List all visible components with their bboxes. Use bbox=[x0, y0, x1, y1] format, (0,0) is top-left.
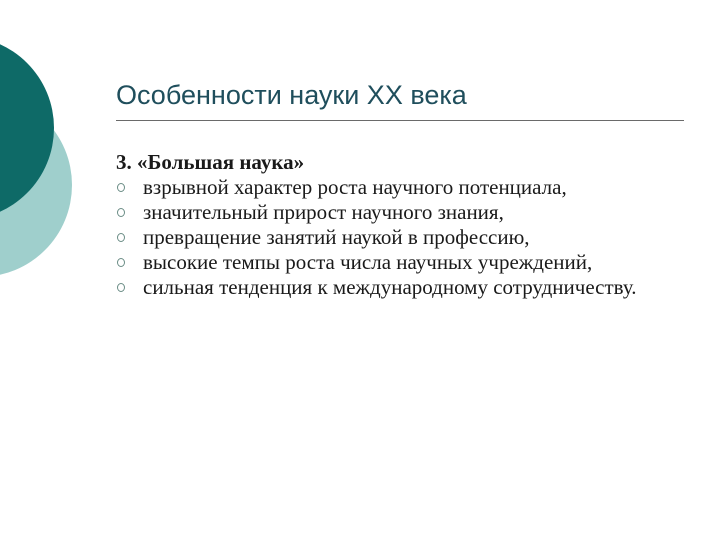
list-item bbox=[116, 275, 696, 300]
slide-content bbox=[116, 150, 696, 300]
list-item bbox=[116, 250, 696, 275]
list-item-text: значительный прирост научного знания, bbox=[143, 200, 504, 224]
list-item-text: высокие темпы роста числа научных учреждений, bbox=[143, 250, 593, 274]
title-divider bbox=[116, 120, 684, 121]
bullet-circle-icon bbox=[117, 208, 125, 217]
bullet-circle-icon bbox=[117, 283, 125, 292]
list-item-text: сильная тенденция к международному сотрудничеству. bbox=[143, 275, 637, 299]
bullet-circle-icon bbox=[117, 233, 125, 242]
bullet-circle-icon bbox=[117, 183, 125, 192]
list-item-text: взрывной характер роста научного потенциала, bbox=[143, 175, 567, 199]
bullet-list bbox=[116, 175, 696, 300]
list-item bbox=[116, 225, 696, 250]
bullet-circle-icon bbox=[117, 258, 125, 267]
list-item-text: превращение занятий наукой в профессию, bbox=[143, 225, 530, 249]
section-heading: 3. «Большая наука» bbox=[116, 150, 305, 174]
slide-title: Особенности науки XX века bbox=[116, 80, 467, 110]
decorative-circles bbox=[0, 0, 120, 320]
list-item bbox=[116, 200, 696, 225]
list-item bbox=[116, 175, 696, 200]
